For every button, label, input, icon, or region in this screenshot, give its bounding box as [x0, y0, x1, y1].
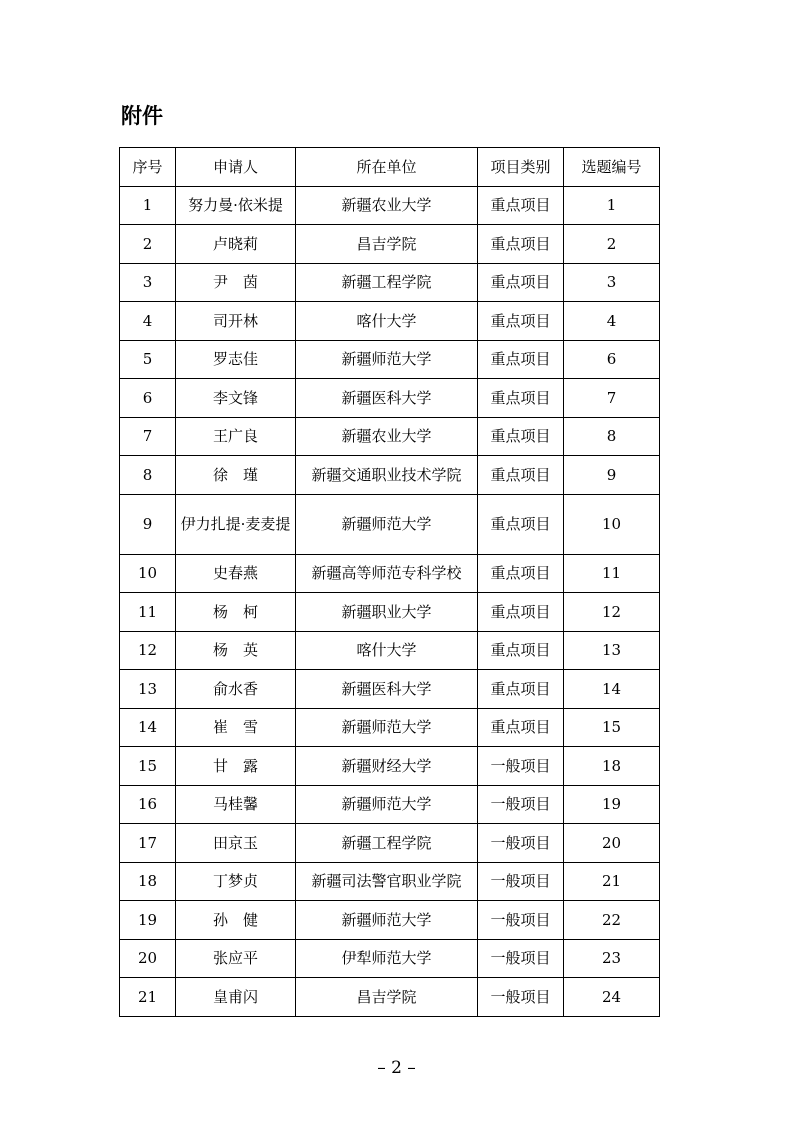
- cell-topic-number: 4: [564, 302, 660, 341]
- table-row: [120, 340, 660, 379]
- cell-seq: 13: [120, 670, 176, 709]
- cell-unit: 喀什大学: [296, 302, 478, 341]
- cell-project-type: 重点项目: [478, 670, 564, 709]
- cell-project-type: 一般项目: [478, 747, 564, 786]
- cell-unit: 新疆师范大学: [296, 708, 478, 747]
- cell-applicant: 徐 瑾: [176, 456, 296, 495]
- cell-unit: 新疆师范大学: [296, 785, 478, 824]
- cell-unit: 新疆医科大学: [296, 379, 478, 418]
- cell-unit: 新疆交通职业技术学院: [296, 456, 478, 495]
- cell-topic-number: 24: [564, 978, 660, 1017]
- cell-project-type: 一般项目: [478, 978, 564, 1017]
- cell-unit: 昌吉学院: [296, 978, 478, 1017]
- table-header-row: [120, 148, 660, 187]
- cell-applicant: 伊力扎提·麦麦提: [176, 494, 296, 554]
- cell-unit: 伊犁师范大学: [296, 939, 478, 978]
- cell-topic-number: 2: [564, 225, 660, 264]
- cell-topic-number: 13: [564, 631, 660, 670]
- cell-applicant: 杨 英: [176, 631, 296, 670]
- cell-project-type: 重点项目: [478, 456, 564, 495]
- applicant-table: [119, 147, 660, 1017]
- table-row: [120, 939, 660, 978]
- cell-applicant: 甘 露: [176, 747, 296, 786]
- cell-applicant: 丁梦贞: [176, 862, 296, 901]
- cell-topic-number: 9: [564, 456, 660, 495]
- cell-project-type: 重点项目: [478, 302, 564, 341]
- cell-project-type: 重点项目: [478, 631, 564, 670]
- cell-applicant: 崔 雪: [176, 708, 296, 747]
- cell-topic-number: 18: [564, 747, 660, 786]
- cell-project-type: 重点项目: [478, 554, 564, 593]
- cell-applicant: 李文锋: [176, 379, 296, 418]
- cell-unit: 新疆工程学院: [296, 824, 478, 863]
- cell-topic-number: 1: [564, 186, 660, 225]
- cell-seq: 6: [120, 379, 176, 418]
- cell-unit: 新疆高等师范专科学校: [296, 554, 478, 593]
- table-row: [120, 456, 660, 495]
- table-row: [120, 554, 660, 593]
- cell-project-type: 一般项目: [478, 862, 564, 901]
- cell-seq: 14: [120, 708, 176, 747]
- cell-unit: 喀什大学: [296, 631, 478, 670]
- header-seq: 序号: [120, 148, 176, 187]
- cell-applicant: 卢晓莉: [176, 225, 296, 264]
- table-row: [120, 302, 660, 341]
- cell-applicant: 尹 茵: [176, 263, 296, 302]
- header-applicant: 申请人: [176, 148, 296, 187]
- cell-applicant: 努力曼·依米提: [176, 186, 296, 225]
- cell-seq: 20: [120, 939, 176, 978]
- table-row: [120, 186, 660, 225]
- header-topic-number: 选题编号: [564, 148, 660, 187]
- cell-project-type: 重点项目: [478, 708, 564, 747]
- cell-applicant: 王广良: [176, 417, 296, 456]
- cell-seq: 1: [120, 186, 176, 225]
- cell-applicant: 孙 健: [176, 901, 296, 940]
- cell-seq: 7: [120, 417, 176, 456]
- cell-project-type: 重点项目: [478, 593, 564, 632]
- table-row: [120, 670, 660, 709]
- cell-applicant: 皇甫闪: [176, 978, 296, 1017]
- cell-unit: 新疆医科大学: [296, 670, 478, 709]
- cell-project-type: 一般项目: [478, 824, 564, 863]
- table-row: [120, 379, 660, 418]
- table-row: [120, 225, 660, 264]
- cell-seq: 19: [120, 901, 176, 940]
- table-row: [120, 417, 660, 456]
- cell-applicant: 杨 柯: [176, 593, 296, 632]
- cell-project-type: 重点项目: [478, 494, 564, 554]
- cell-seq: 4: [120, 302, 176, 341]
- cell-project-type: 一般项目: [478, 901, 564, 940]
- cell-project-type: 重点项目: [478, 225, 564, 264]
- cell-seq: 18: [120, 862, 176, 901]
- cell-applicant: 史春燕: [176, 554, 296, 593]
- cell-seq: 5: [120, 340, 176, 379]
- cell-topic-number: 3: [564, 263, 660, 302]
- cell-topic-number: 6: [564, 340, 660, 379]
- cell-seq: 12: [120, 631, 176, 670]
- cell-topic-number: 23: [564, 939, 660, 978]
- cell-topic-number: 12: [564, 593, 660, 632]
- cell-seq: 9: [120, 494, 176, 554]
- header-project-type: 项目类别: [478, 148, 564, 187]
- table-row: [120, 824, 660, 863]
- table-row: [120, 978, 660, 1017]
- cell-topic-number: 11: [564, 554, 660, 593]
- cell-applicant: 罗志佳: [176, 340, 296, 379]
- cell-topic-number: 20: [564, 824, 660, 863]
- cell-project-type: 重点项目: [478, 379, 564, 418]
- cell-unit: 新疆农业大学: [296, 417, 478, 456]
- cell-topic-number: 21: [564, 862, 660, 901]
- page-number: – 2 –: [377, 1058, 416, 1078]
- cell-seq: 15: [120, 747, 176, 786]
- cell-project-type: 重点项目: [478, 186, 564, 225]
- cell-unit: 昌吉学院: [296, 225, 478, 264]
- cell-seq: 10: [120, 554, 176, 593]
- cell-topic-number: 19: [564, 785, 660, 824]
- cell-topic-number: 15: [564, 708, 660, 747]
- cell-unit: 新疆师范大学: [296, 494, 478, 554]
- cell-unit: 新疆工程学院: [296, 263, 478, 302]
- cell-seq: 2: [120, 225, 176, 264]
- cell-applicant: 田京玉: [176, 824, 296, 863]
- cell-seq: 21: [120, 978, 176, 1017]
- cell-project-type: 重点项目: [478, 263, 564, 302]
- cell-unit: 新疆司法警官职业学院: [296, 862, 478, 901]
- cell-seq: 17: [120, 824, 176, 863]
- cell-topic-number: 22: [564, 901, 660, 940]
- header-unit: 所在单位: [296, 148, 478, 187]
- cell-project-type: 一般项目: [478, 785, 564, 824]
- cell-seq: 8: [120, 456, 176, 495]
- cell-unit: 新疆农业大学: [296, 186, 478, 225]
- attachment-heading: 附件: [121, 104, 163, 128]
- cell-unit: 新疆职业大学: [296, 593, 478, 632]
- table-row: [120, 747, 660, 786]
- table-row: [120, 631, 660, 670]
- cell-seq: 3: [120, 263, 176, 302]
- cell-seq: 16: [120, 785, 176, 824]
- cell-applicant: 张应平: [176, 939, 296, 978]
- cell-project-type: 重点项目: [478, 417, 564, 456]
- cell-unit: 新疆财经大学: [296, 747, 478, 786]
- cell-project-type: 重点项目: [478, 340, 564, 379]
- table-row: [120, 901, 660, 940]
- cell-seq: 11: [120, 593, 176, 632]
- table-row: [120, 708, 660, 747]
- table-row: [120, 263, 660, 302]
- cell-applicant: 司开林: [176, 302, 296, 341]
- table-row: [120, 785, 660, 824]
- cell-unit: 新疆师范大学: [296, 901, 478, 940]
- cell-applicant: 马桂馨: [176, 785, 296, 824]
- cell-unit: 新疆师范大学: [296, 340, 478, 379]
- table-row: [120, 494, 660, 554]
- cell-project-type: 一般项目: [478, 939, 564, 978]
- table-row: [120, 862, 660, 901]
- cell-topic-number: 8: [564, 417, 660, 456]
- cell-topic-number: 10: [564, 494, 660, 554]
- cell-topic-number: 7: [564, 379, 660, 418]
- table-body: [120, 186, 660, 1016]
- cell-topic-number: 14: [564, 670, 660, 709]
- cell-applicant: 俞水香: [176, 670, 296, 709]
- table-row: [120, 593, 660, 632]
